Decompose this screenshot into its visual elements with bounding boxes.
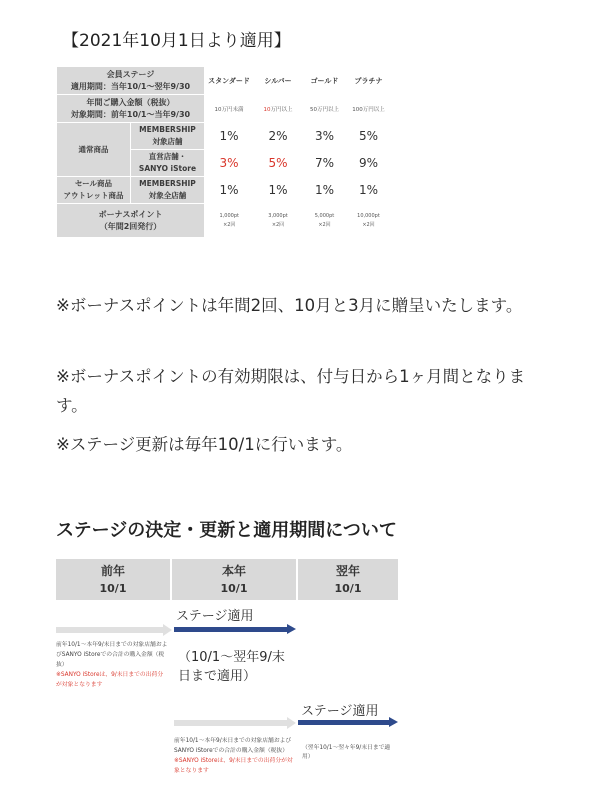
amount-gold: 50万円以上 (310, 106, 339, 113)
purchase-note-1: 前年10/1～本年9/末日までの対象店舗およびSANYO iStoreでの合計の購入金額（税抜） ※SANYO iStoreは、9/末日までの出荷分が対象となります (56, 642, 168, 688)
membership-table (56, 66, 391, 238)
bonus-gold: 5,000pt ×2回 (314, 212, 335, 228)
amount-silver: 10万円以上 (263, 106, 293, 113)
tier-platinum: プラチナ (354, 76, 383, 85)
sale-pct-silver: 1% (268, 183, 288, 197)
purchase-note-2: 前年10/1～本年9/末日までの対象店舗およびSANYO iStoreでの合計の購入金額（税抜） ※SANYO iStoreは、9/末日までの出荷分が対象となります (174, 738, 293, 774)
sale-items-label: セール商品 アウトレット商品 (57, 177, 131, 204)
sale-pct-standard: 1% (219, 183, 239, 197)
direct-pct-standard: 3% (219, 156, 239, 170)
tier-silver: シルバー (264, 76, 292, 85)
apply-period-1: （10/1～翌年9/末日まで適用） (178, 650, 285, 684)
timeline-col-next-year: 翌年 10/1 (298, 559, 398, 600)
stage-apply-label-2: ステージ適用 (301, 704, 379, 719)
direct-pct-platinum: 9% (358, 156, 379, 170)
direct-pct-gold: 7% (314, 156, 335, 170)
note-bonus-schedule: ※ボーナスポイントは年間2回、10月と3月に贈呈いたします。 (56, 296, 523, 315)
stage-apply-arrow-2 (298, 720, 390, 725)
apply-period-2: （翌年10/1～翌々年9/末日まで適用） (302, 745, 391, 760)
direct-pct-silver: 5% (268, 156, 288, 170)
membership-pct-silver: 2% (268, 129, 288, 143)
amount-platinum: 100万円以上 (352, 106, 385, 113)
sale-pct-gold: 1% (314, 183, 335, 197)
timeline-col-this-year: 本年 10/1 (172, 559, 296, 600)
amount-standard: 10万円未満 (214, 106, 244, 113)
amount-header: 年間ご購入金額（税抜） 対象期間：前年10/1～当年9/30 (57, 95, 205, 123)
period-bar-1 (56, 627, 164, 633)
note-stage-update: ※ステージ更新は毎年10/1に行います。 (56, 435, 353, 454)
bonus-silver: 3,000pt ×2回 (268, 212, 288, 228)
bonus-standard: 1,000pt ×2回 (219, 212, 239, 228)
stage-apply-label-1: ステージ適用 (176, 609, 254, 624)
period-bar-2 (174, 720, 288, 726)
effective-date-title: 【2021年10月1日より適用】 (62, 31, 291, 51)
note-bonus-expiry: ※ボーナスポイントの有効期限は、付与日から1ヶ月間となります。 (56, 367, 526, 415)
bonus-platinum: 10,000pt ×2回 (357, 212, 380, 228)
membership-pct-platinum: 5% (358, 129, 379, 143)
stage-header: 会員ステージ 適用期間：当年10/1～翌年9/30 (57, 67, 205, 95)
all-stores-label: MEMBERSHIP 対象全店舗 (131, 177, 205, 204)
membership-pct-gold: 3% (314, 129, 335, 143)
stage-apply-arrow-1 (174, 627, 288, 632)
membership-stores-label: MEMBERSHIP 対象店舗 (131, 123, 205, 150)
timeline-col-prev-year: 前年 10/1 (56, 559, 170, 600)
sale-pct-platinum: 1% (358, 183, 379, 197)
regular-items-label: 通常商品 (57, 123, 131, 177)
membership-pct-standard: 1% (219, 129, 239, 143)
bonus-points-header: ボーナスポイント （年間2回発行） (57, 204, 205, 238)
section-title: ステージの決定・更新と適用期間について (56, 520, 397, 541)
direct-stores-label: 直営店舗・ SANYO iStore (131, 150, 205, 177)
tier-gold: ゴールド (310, 76, 339, 85)
tier-standard: スタンダード (208, 76, 250, 85)
